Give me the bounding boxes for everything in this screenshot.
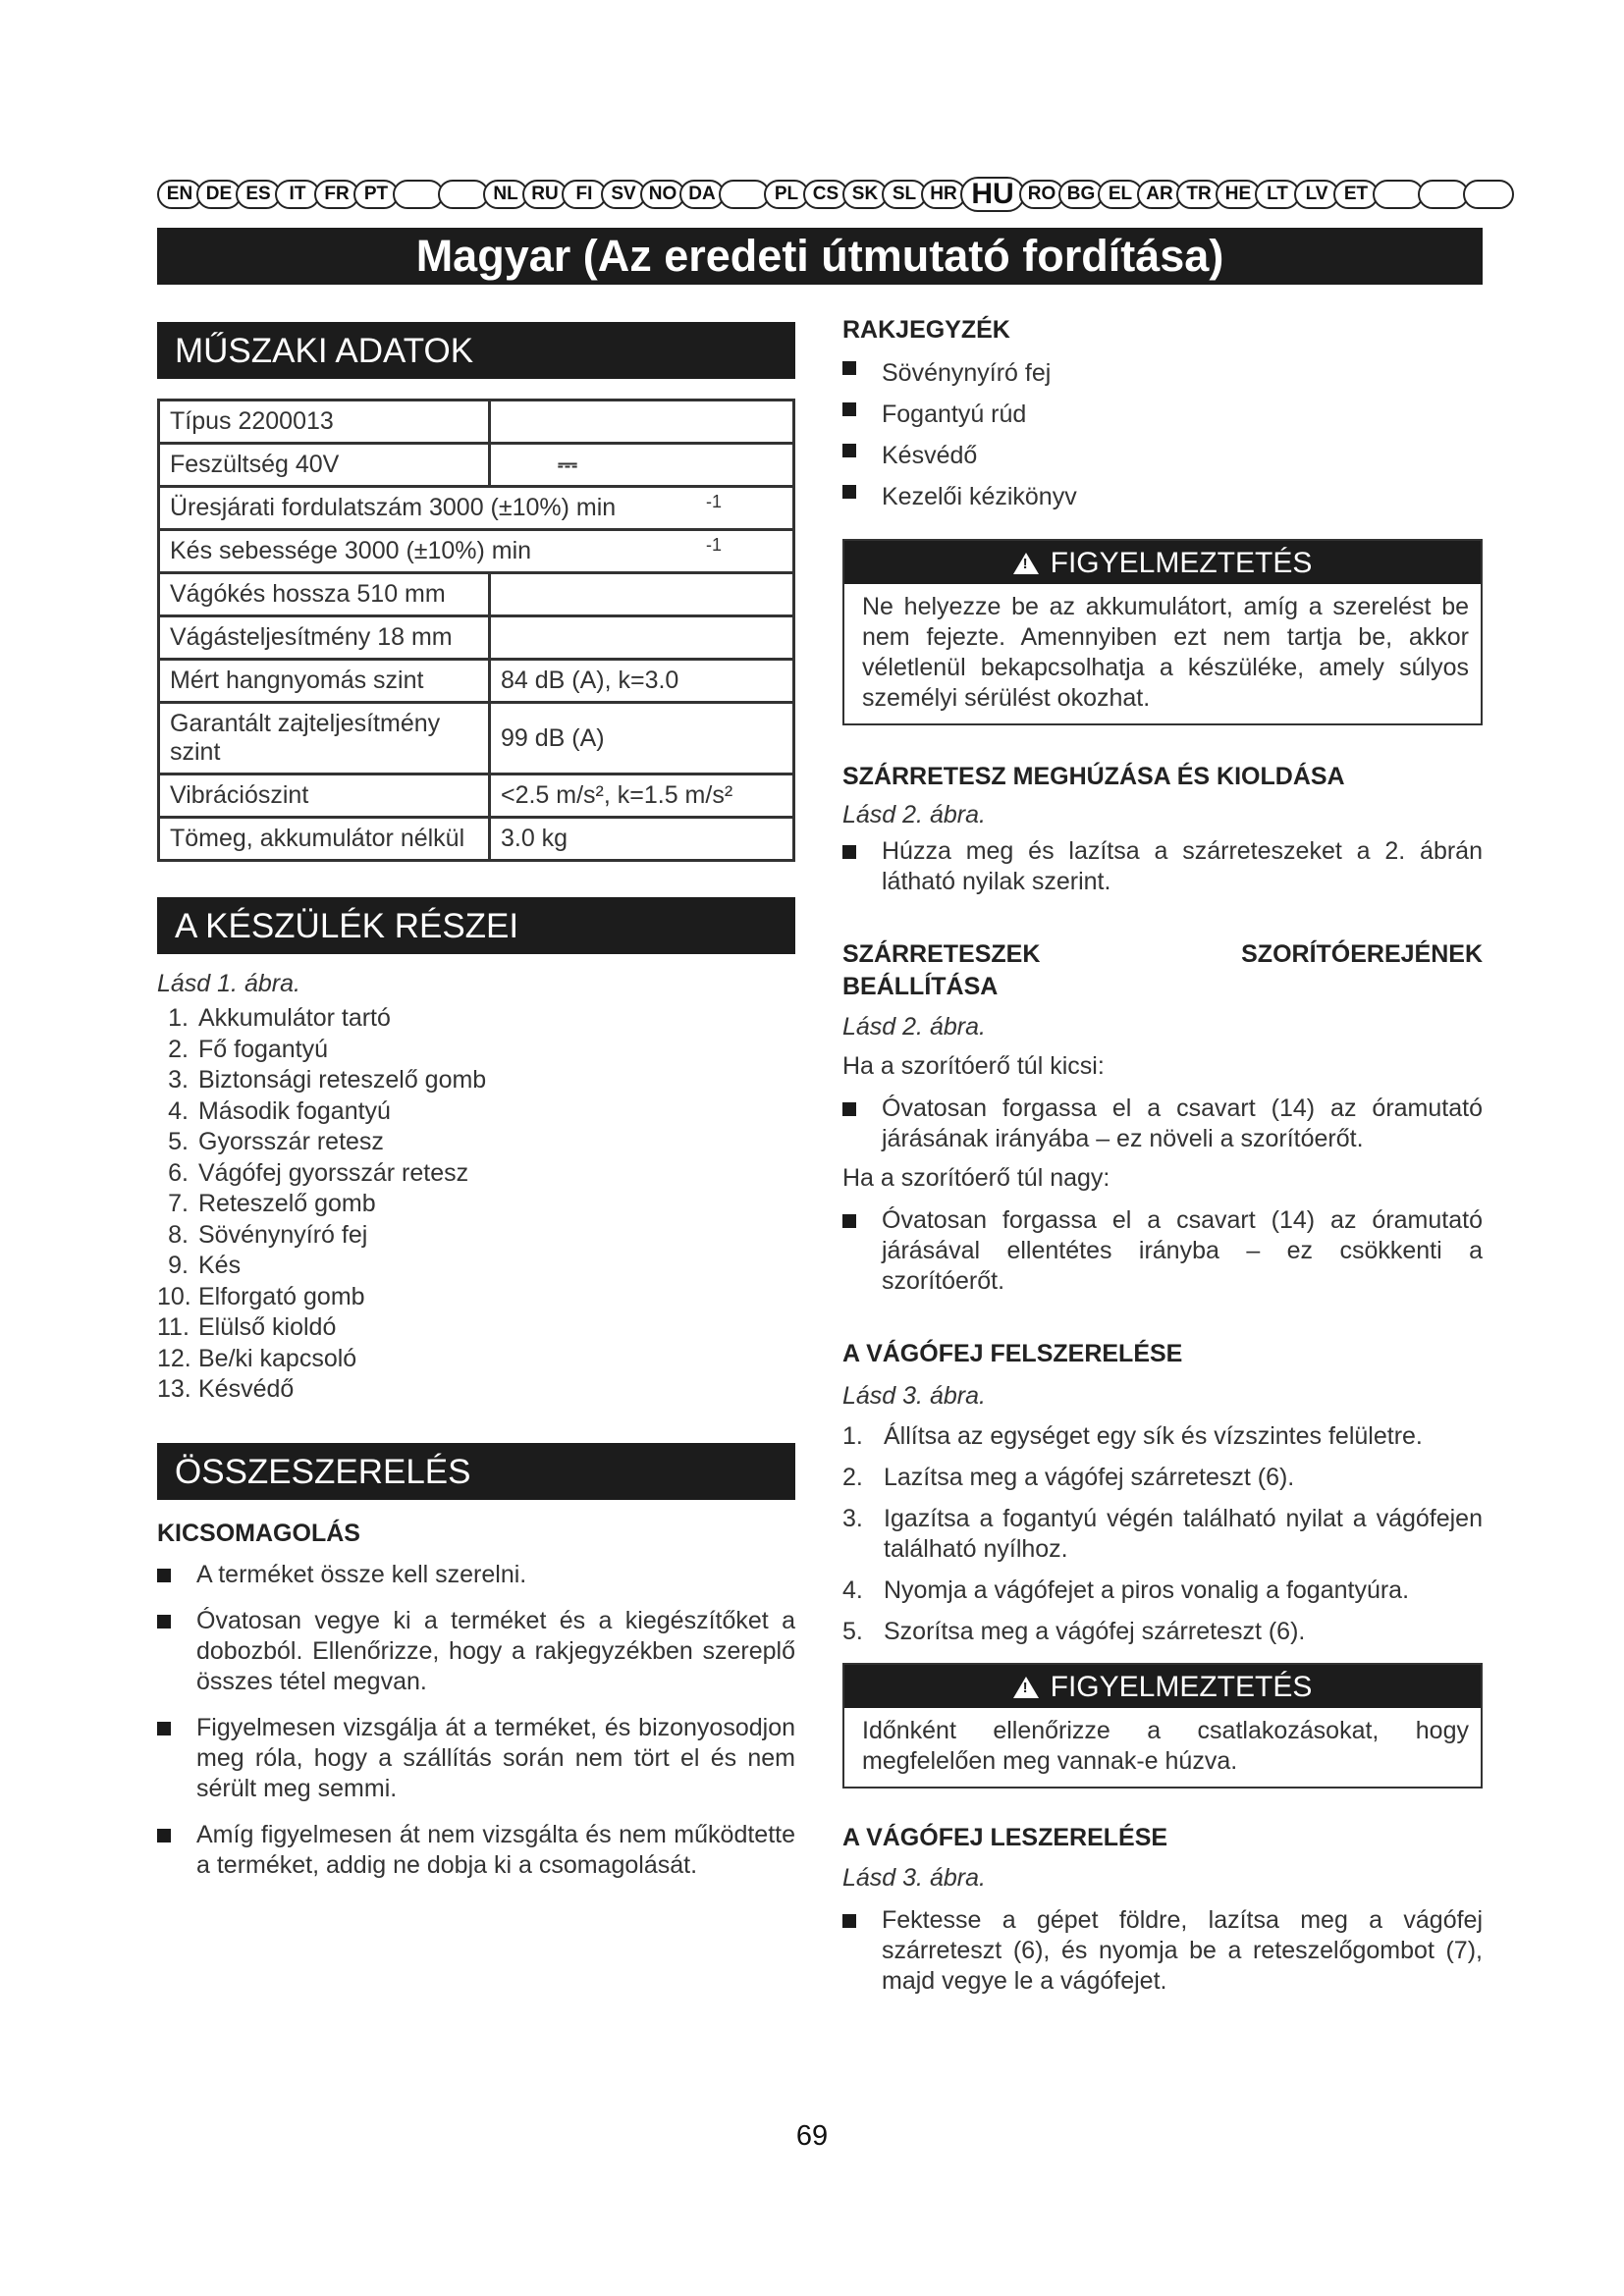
item-text: Húzza meg és lazítsa a szárreteszeket a 2. ábrán látható nyilak szerint. — [882, 837, 1483, 895]
shaft-lock-title: SZÁRRETESZ MEGHÚZÁSA ÉS KIOLDÁSA — [842, 763, 1345, 790]
clamp-figure-ref: Lásd 2. ábra. — [842, 1013, 986, 1041]
list-item — [842, 1575, 1483, 1606]
warning-triangle-icon — [1013, 1677, 1039, 1698]
language-tab-en: EN — [157, 180, 202, 209]
spec-value: 3.0 kg — [489, 818, 793, 861]
step-number: 3. — [842, 1505, 863, 1532]
language-tab-cs: CS — [803, 180, 848, 209]
specs-table — [157, 399, 795, 862]
unpacking-list — [157, 1560, 795, 1881]
head-remove-list — [842, 1905, 1483, 1997]
language-tab-he: HE — [1216, 180, 1261, 209]
head-remove-title: A VÁGÓFEJ LESZERELÉSE — [842, 1824, 1168, 1851]
table-row — [159, 703, 794, 774]
step-number: 5. — [842, 1618, 863, 1645]
language-tab-hr: HR — [921, 180, 966, 209]
spec-value: <2.5 m/s², k=1.5 m/s² — [489, 774, 793, 818]
shaft-lock-list — [842, 836, 1483, 897]
language-tab-sl: SL — [882, 180, 927, 209]
list-item — [157, 1158, 795, 1190]
square-bullet-icon — [842, 1102, 856, 1116]
table-row — [159, 616, 794, 660]
step-number: 2. — [842, 1464, 863, 1491]
spec-label: Mért hangnyomás szint — [159, 660, 490, 703]
item-text: Sövénynyíró fej — [198, 1220, 368, 1249]
list-item — [157, 1713, 795, 1804]
spec-value: 84 dB (A), k=3.0 — [489, 660, 793, 703]
list-item — [157, 1003, 795, 1035]
list-item — [157, 1606, 795, 1697]
spec-label: Feszültség 40V — [159, 444, 490, 487]
item-text: Óvatosan forgassa el a csavart (14) az óramutató járásával ellentétes irányba – ez csökkenti a szorítóerőt. — [882, 1206, 1483, 1295]
language-tab-pl: PL — [764, 180, 809, 209]
item-number: 10. — [157, 1282, 191, 1310]
dc-symbol-icon: ⎓ — [557, 451, 576, 478]
list-item — [842, 435, 1483, 476]
language-tab-pt: PT — [353, 180, 399, 209]
clamp-too-high: Ha a szorítóerő túl nagy: — [842, 1164, 1110, 1192]
list-item — [157, 1127, 795, 1158]
table-row — [159, 444, 794, 487]
table-row — [159, 487, 794, 530]
clamp-high-list — [842, 1205, 1483, 1297]
warning-text: Ne helyezze be az akkumulátort, amíg a szerelést be nem fejezte. Amennyiben ezt nem tartja be, akkor véletlenül bekapcsolhatja a készüléke, amely súlyos személyi sérülést okozhat. — [862, 593, 1469, 712]
item-text: Amíg figyelmesen át nem vizsgálta és nem működtette a terméket, addig ne dobja ki a csomagolását. — [196, 1820, 795, 1879]
square-bullet-icon — [842, 1214, 856, 1228]
clamp-title — [842, 940, 1483, 969]
language-tab-bg: BG — [1058, 180, 1104, 209]
spec-label: Üresjárati fordulatszám 3000 (±10%) min — [170, 494, 617, 521]
item-text: Akkumulátor tartó — [198, 1004, 391, 1032]
item-number: 2. — [168, 1035, 189, 1063]
warning-text: Időnként ellenőrizze a csatlakozásokat, hogy megfelelően meg vannak-e húzva. — [862, 1717, 1469, 1775]
list-item — [157, 1220, 795, 1252]
table-row — [159, 660, 794, 703]
language-tab-el: EL — [1098, 180, 1143, 209]
step-number: 1. — [842, 1422, 863, 1450]
packing-list — [842, 352, 1483, 517]
list-item — [842, 476, 1483, 517]
language-tab-lt: LT — [1255, 180, 1300, 209]
list-item — [157, 1560, 795, 1590]
square-bullet-icon — [157, 1722, 171, 1735]
spec-label: Garantált zajteljesítmény szint — [159, 703, 490, 774]
right-column — [842, 316, 1483, 1997]
item-text: Kés — [198, 1252, 242, 1279]
clamp-too-low: Ha a szorítóerő túl kicsi: — [842, 1052, 1105, 1080]
item-number: 12. — [157, 1344, 191, 1372]
list-item — [842, 1205, 1483, 1297]
item-number: 1. — [168, 1004, 189, 1032]
list-item — [842, 1617, 1483, 1647]
spec-value — [489, 400, 793, 444]
specs-heading: MŰSZAKI ADATOK — [157, 322, 795, 379]
language-tab-ro: RO — [1019, 180, 1064, 209]
square-bullet-icon — [842, 1914, 856, 1928]
list-item — [842, 836, 1483, 897]
item-text: Vágófej gyorsszár retesz — [198, 1158, 469, 1187]
language-tab-hu: HU — [960, 177, 1025, 212]
language-tab-empty — [393, 180, 444, 209]
list-item — [842, 394, 1483, 435]
clamp-title-line2: BEÁLLÍTÁSA — [842, 973, 999, 1000]
item-text: Be/ki kapcsoló — [198, 1344, 357, 1372]
language-tab-tr: TR — [1176, 180, 1221, 209]
language-tab-nl: NL — [483, 180, 528, 209]
square-bullet-icon — [157, 1829, 171, 1842]
head-remove-figure-ref: Lásd 3. ábra. — [842, 1864, 986, 1892]
item-number: 11. — [157, 1313, 189, 1341]
list-item — [157, 1065, 795, 1096]
page-title: Magyar (Az eredeti útmutató fordítása) — [157, 228, 1483, 285]
step-text: Lazítsa meg a vágófej szárreteszt (6). — [884, 1464, 1295, 1491]
list-item — [157, 1189, 795, 1220]
head-install-figure-ref: Lásd 3. ábra. — [842, 1382, 986, 1410]
language-tab-es: ES — [236, 180, 281, 209]
language-tab-fr: FR — [314, 180, 359, 209]
list-item — [842, 1463, 1483, 1493]
item-text: Fektesse a gépet földre, lazítsa meg a vágófej szárreteszt (6), és nyomja be a reteszelőgombot (7), majd vegye le a vágófejet. — [882, 1906, 1483, 1995]
language-tab-empty — [1373, 180, 1424, 209]
language-tab-sk: SK — [842, 180, 888, 209]
square-bullet-icon — [842, 402, 856, 416]
table-row — [159, 573, 794, 616]
warning-triangle-icon — [1013, 553, 1039, 574]
square-bullet-icon — [842, 444, 856, 457]
spec-value — [489, 616, 793, 660]
square-bullet-icon — [157, 1569, 171, 1582]
warning-box — [842, 539, 1483, 725]
language-tab-no: NO — [640, 180, 685, 209]
square-bullet-icon — [157, 1615, 171, 1629]
spec-label: Vágókés hossza 510 mm — [159, 573, 490, 616]
item-text: Kezelői kézikönyv — [882, 483, 1077, 510]
parts-heading: A KÉSZÜLÉK RÉSZEI — [157, 897, 795, 954]
item-text: Biztonsági reteszelő gomb — [198, 1066, 487, 1094]
square-bullet-icon — [842, 845, 856, 859]
list-item — [157, 1251, 795, 1282]
item-text: Elülső kioldó — [198, 1313, 337, 1341]
language-tab-ru: RU — [522, 180, 568, 209]
item-text: Gyorsszár retesz — [198, 1128, 384, 1155]
square-bullet-icon — [842, 485, 856, 499]
list-item — [157, 1344, 795, 1375]
list-item — [157, 1096, 795, 1128]
table-row — [159, 400, 794, 444]
spec-label: Vibrációszint — [159, 774, 490, 818]
item-text: Figyelmesen vizsgálja át a terméket, és bizonyosodjon meg róla, hogy a szállítás során nem tört el és nem sérült meg semmi. — [196, 1713, 795, 1802]
step-number: 4. — [842, 1576, 863, 1604]
list-item — [842, 1504, 1483, 1565]
item-number: 8. — [168, 1220, 189, 1249]
item-number: 5. — [168, 1128, 189, 1155]
spec-value — [489, 573, 793, 616]
head-install-steps — [842, 1421, 1483, 1647]
step-text: Szorítsa meg a vágófej szárreteszt (6). — [884, 1618, 1306, 1645]
table-row — [159, 774, 794, 818]
item-text: Fogantyú rúd — [882, 400, 1027, 428]
language-tab-empty — [1463, 180, 1514, 209]
spec-label: Vágásteljesítmény 18 mm — [159, 616, 490, 660]
warning-box — [842, 1663, 1483, 1789]
shaft-lock-figure-ref: Lásd 2. ábra. — [842, 801, 986, 828]
item-number: 13. — [157, 1375, 191, 1403]
parts-figure-ref: Lásd 1. ábra. — [157, 970, 300, 997]
item-number: 4. — [168, 1096, 189, 1125]
list-item — [842, 1905, 1483, 1997]
assembly-heading: ÖSSZESZERELÉS — [157, 1443, 795, 1500]
packing-list-title: RAKJEGYZÉK — [842, 316, 1010, 344]
item-text: Óvatosan vegye ki a terméket és a kiegészítőket a dobozból. Ellenőrizze, hogy a rakjegyzékben szereplő összes tétel megvan. — [196, 1606, 795, 1695]
list-item — [157, 1035, 795, 1066]
item-text: Késvédő — [882, 442, 978, 469]
item-text: Óvatosan forgassa el a csavart (14) az óramutató járásának irányába – ez növeli a szorítóerőt. — [882, 1095, 1483, 1152]
item-text: Második fogantyú — [198, 1096, 391, 1125]
head-install-title: A VÁGÓFEJ FELSZERELÉSE — [842, 1340, 1183, 1367]
unpacking-title: KICSOMAGOLÁS — [157, 1519, 360, 1547]
page-number: 69 — [795, 2120, 829, 2152]
item-text: Reteszelő gomb — [198, 1190, 376, 1217]
clamp-low-list — [842, 1094, 1483, 1154]
spec-label: Tömeg, akkumulátor nélkül — [159, 818, 490, 861]
language-tab-empty — [438, 180, 489, 209]
language-tab-it: IT — [275, 180, 320, 209]
item-number: 7. — [168, 1190, 189, 1217]
list-item — [157, 1282, 795, 1313]
item-number: 3. — [168, 1066, 189, 1094]
warning-title: FIGYELMEZTETÉS — [1050, 1671, 1313, 1703]
language-tab-da: DA — [679, 180, 725, 209]
left-column — [157, 322, 795, 1896]
step-text: Nyomja a vágófejet a piros vonalig a fogantyúra. — [884, 1576, 1410, 1604]
list-item — [157, 1820, 795, 1881]
language-tab-lv: LV — [1294, 180, 1339, 209]
list-item — [842, 1094, 1483, 1154]
item-text: Elforgató gomb — [198, 1282, 365, 1310]
language-tab-sv: SV — [601, 180, 646, 209]
list-item — [842, 352, 1483, 394]
warning-title: FIGYELMEZTETÉS — [1050, 547, 1313, 579]
spec-label: Kés sebessége 3000 (±10%) min — [170, 537, 532, 564]
item-text: Fő fogantyú — [198, 1035, 329, 1063]
spec-superscript: -1 — [706, 535, 723, 555]
language-tab-empty — [719, 180, 770, 209]
item-text: Sövénynyíró fej — [882, 359, 1052, 387]
spec-superscript: -1 — [706, 492, 723, 511]
spec-label: Típus 2200013 — [159, 400, 490, 444]
language-tab-empty — [1418, 180, 1469, 209]
table-row — [159, 818, 794, 861]
clamp-title-part: SZORÍTÓEREJÉNEK — [1241, 940, 1483, 968]
clamp-title-part: SZÁRRETESZEK — [842, 940, 1041, 968]
language-tabs — [157, 177, 1483, 212]
spec-value: 99 dB (A) — [489, 703, 793, 774]
item-text: Késvédő — [198, 1375, 295, 1403]
list-item — [157, 1312, 795, 1344]
item-number: 6. — [168, 1158, 189, 1187]
item-number: 9. — [168, 1252, 189, 1279]
language-tab-fi: FI — [562, 180, 607, 209]
step-text: Állítsa az egységet egy sík és vízszintes felületre. — [884, 1422, 1423, 1450]
language-tab-de: DE — [196, 180, 242, 209]
language-tab-ar: AR — [1137, 180, 1182, 209]
language-tab-et: ET — [1333, 180, 1379, 209]
step-text: Igazítsa a fogantyú végén található nyilat a vágófejen található nyílhoz. — [884, 1505, 1483, 1563]
square-bullet-icon — [842, 361, 856, 375]
item-text: A terméket össze kell szerelni. — [196, 1560, 527, 1588]
parts-list — [157, 1003, 795, 1406]
list-item — [842, 1421, 1483, 1452]
list-item — [157, 1374, 795, 1406]
table-row — [159, 530, 794, 573]
